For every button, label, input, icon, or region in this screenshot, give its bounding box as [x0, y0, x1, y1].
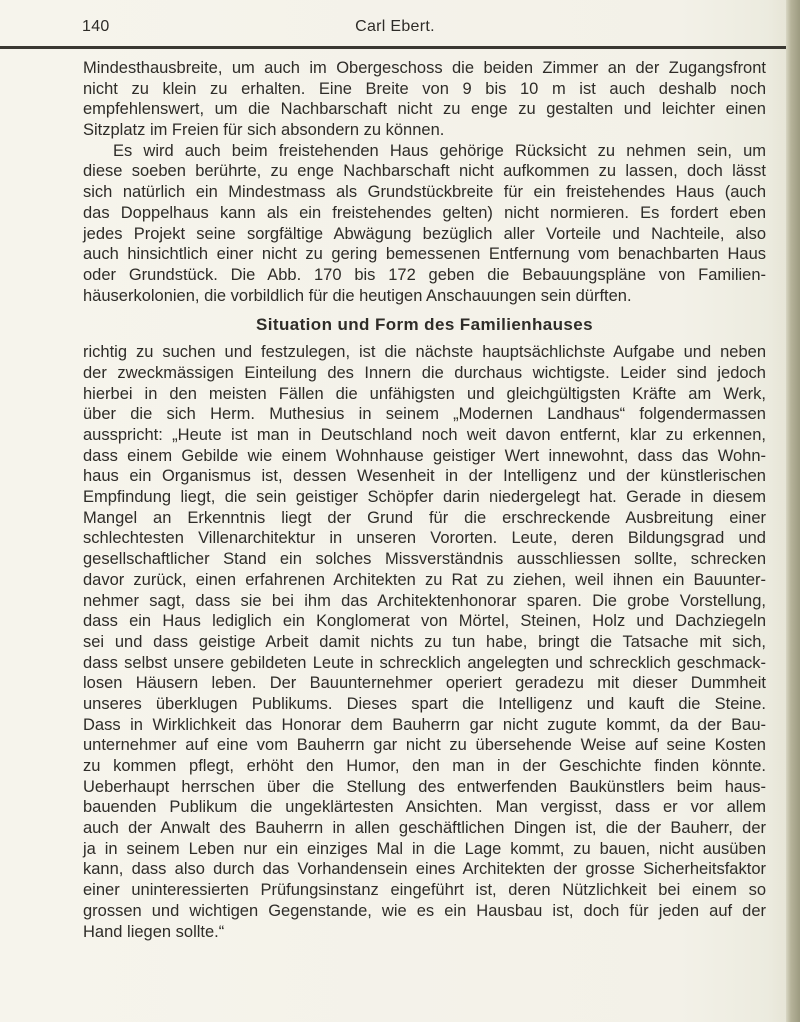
text-line: Empfindung liegt, die sein geistiger Schöpfer darin niedergelegt hat. Gerade in diesem: [83, 488, 766, 507]
text-line: bauenden Publikum die ungeklärtesten Ansichten. Man vergisst, dass er vor allem: [83, 798, 766, 817]
text-line: auch hinsichtlich einer nicht zu gering bemessenen Entfernung vom benachbarten Haus: [83, 245, 766, 264]
text-line: Es wird auch beim freistehenden Haus gehörige Rücksicht zu nehmen sein, um: [113, 141, 766, 160]
text-line: das Doppelhaus kann als ein freistehendes gelten) nicht normieren. Es fordert eben: [83, 203, 766, 222]
text-line: losen Häusern leben. Der Bauunternehmer operiert geradezu mit dieser Dummheit: [83, 674, 766, 693]
text-line: über die sich Herm. Muthesius in seinem „Modernen Landhaus“ folgendermassen: [83, 405, 766, 424]
text-line: sich natürlich ein Mindestmass als Grundstückbreite für ein freistehendes Haus (auch: [83, 183, 766, 202]
text-line: dass ein Haus lediglich ein Konglomerat von Mörtel, Steinen, Holz und Dachziegeln: [83, 612, 766, 631]
text-line: jedes Projekt seine sorgfältige Abwägung bezüglich aller Vorteile und Nachteile, also: [83, 224, 766, 243]
text-line: empfehlenswert, um die Nachbarschaft nicht zu enge zu gestalten und leichter einen: [83, 100, 766, 119]
text-line: oder Grundstück. Die Abb. 170 bis 172 geben die Bebauungspläne von Familien-: [83, 265, 766, 284]
text-line: unseres überklugen Publikums. Dieses spart die Intelligenz und kauft die Steine.: [83, 694, 766, 713]
text-line: diese soeben berührte, zu enge Nachbarschaft nicht aufkommen zu lassen, doch lässt: [83, 162, 766, 181]
text-line: nehmer sagt, dass sie bei ihm das Architektenhonorar sparen. Die grobe Vorstellung,: [83, 591, 766, 610]
text-line: kann, dass also durch das Vorhandensein eines Architekten der grosse Sicherheitsfaktor: [83, 860, 766, 879]
text-line: unternehmer auf eine vom Bauherrn gar nicht zu übersehende Weise auf seine Kosten: [83, 736, 766, 755]
text-line: nicht zu klein zu erhalten. Eine Breite von 9 bis 10 m ist auch deshalb noch: [83, 79, 766, 98]
section-heading: Situation und Form des Familienhauses: [256, 315, 593, 335]
text-line: auch der Anwalt des Bauherrn in allen geschäftlichen Dingen ist, die der Bauherr, der: [83, 819, 766, 838]
text-line: dass einem Gebilde wie einem Wohnhause geistiger Wert innewohnt, dass das Wohn-: [83, 446, 766, 465]
page-edge: [786, 0, 800, 1022]
paragraph-2: [83, 141, 766, 307]
text-line: Sitzplatz im Freien für sich absondern zu können.: [83, 121, 445, 140]
text-line: Hand liegen sollte.“: [83, 922, 225, 941]
text-line: hierbei in den meisten Fällen die unfähigsten und gleichgültigsten Kräfte am Werk,: [83, 384, 766, 403]
text-line: ja in seinem Leben nur ein einziges Mal in die Lage kommt, zu bauen, nicht ausüben: [83, 839, 766, 858]
text-line: einer uninteressierten Prüfungsinstanz eingeführt ist, deren Nützlichkeit bei einem so: [83, 881, 766, 900]
page-number: 140: [82, 18, 110, 35]
text-line: Mangel an Erkenntnis liegt der Grund für die erschreckende Ausbreitung einer: [83, 508, 766, 527]
text-line: Dass in Wirklichkeit das Honorar dem Bauherrn gar nicht zugute kommt, da der Bau-: [83, 715, 766, 734]
text-line: Ueberhaupt herrschen über die Stellung des entwerfenden Baukünstlers beim haus-: [83, 777, 766, 796]
paragraph-3: [83, 342, 766, 942]
text-line: schlechtesten Villenarchitektur in unseren Vororten. Leute, deren Bildungsgrad und: [83, 529, 766, 548]
text-line: dass selbst unsere gebildeten Leute in schrecklich angelegten und schrecklich geschmack-: [83, 653, 766, 672]
text-line: richtig zu suchen und festzulegen, ist die nächste hauptsächlichste Aufgabe und neben: [83, 343, 766, 362]
text-body: [83, 58, 766, 942]
text-line: haus ein Organismus ist, dessen Wesenheit in der Intelligenz und der künstlerischen: [83, 467, 766, 486]
text-line: zu kommen pflegt, erhöht den Humor, den man in der Geschichte finden könnte.: [83, 757, 766, 775]
text-line: davor zurück, einen erfahrenen Architekten zu Rat zu ziehen, weil ihnen ein Bauunter-: [83, 570, 766, 589]
text-line: der zweckmässigen Einteilung des Innern die durchaus wichtigste. Leider sind jedoch: [83, 363, 766, 382]
text-line: grossen und wichtigen Gegenstande, wie es ein Hausbau ist, doch für jeden auf der: [83, 901, 766, 920]
header-rule: [0, 46, 790, 49]
paragraph-1: [83, 58, 766, 141]
text-line: sei und dass geistige Arbeit damit nichts zu tun habe, bringt die Tatsache mit sich,: [83, 632, 766, 651]
text-line: Mindesthausbreite, um auch im Obergeschoss die beiden Zimmer an der Zugangsfront: [83, 59, 766, 77]
text-line: gesellschaftlicher Stand ein solches Missverständnis ausschliessen sollte, schrecken: [83, 550, 766, 569]
text-line: ausspricht: „Heute ist man in Deutschland noch weit davon entfernt, klar zu erkennen,: [83, 426, 766, 444]
text-line: häuserkolonien, die vorbildlich für die heutigen Anschauungen sein dürften.: [83, 286, 632, 305]
running-head: Carl Ebert.: [355, 18, 435, 35]
